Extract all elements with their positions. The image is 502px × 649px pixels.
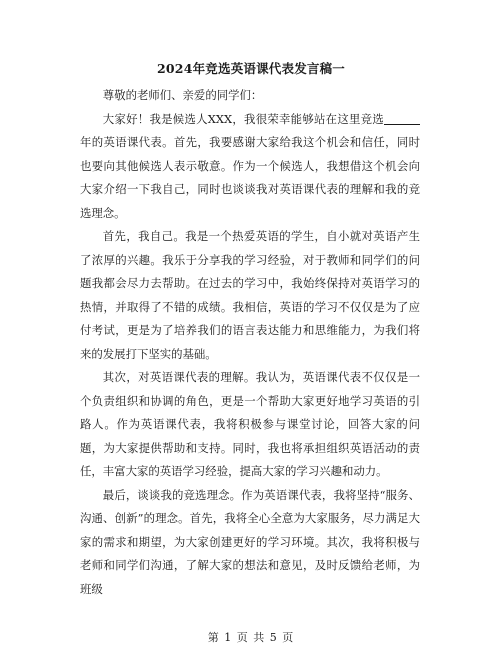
understanding-paragraph: 其次，对英语课代表的理解。我认为，英语课代表不仅仅是一个负责组织和协调的角色，更是一个帮助大家更好地学习英语的引路人。作为英语课代表，我将积极参与课堂讨论，回答大家的问题，为大家提供帮助和支持。同时，我也将承担组织英语活动的责任，丰富大家的英语学习经验，提高大家的学习兴趣和动力。 [80,370,420,478]
philosophy-paragraph: 最后，谈谈我的竞选理念。作为英语课代表，我将坚持“服务、沟通、创新”的理念。首先，我将全心全意为大家服务，尽力满足大家的需求和期望，为大家创建更好的学习环境。其次，我将积极与老师和同学们沟通，了解大家的想法和意见，及时反馈给老师，为班级 [80,487,420,596]
document-body [80,84,420,601]
intro-paragraph [80,108,420,226]
self-intro-paragraph: 首先，我自己。我是一个热爱英语的学生，自小就对英语产生了浓厚的兴趣。我乐于分享我的学习经验，对于教师和同学们的问题我都会尽力去帮助。在过去的学习中，我始终保持对英语学习的热情，并取得了不错的成绩。我相信，英语的学习不仅仅是为了应付考试，更是为了培养我们的语言表达能力和思维能力，为我们将来的发展打下坚实的基础。 [80,229,420,361]
document-title: 2024年竞选英语课代表发言稿一 [157,61,345,76]
page-number-footer: 第 1 页 共 5 页 [207,631,295,644]
intro-text-end: 年的英语课代表。首先，我要感谢大家给我这个机会和信任，同时也要向其他候选人表示敬意。作为一个候选人，我想借这个机会向大家介绍一下我自己，同时也谈谈我对英语课代表的理解和我的竞选理念。 [80,135,420,220]
intro-text-start: 大家好！我是候选人XXX，我很荣幸能够站在这里竞选 [102,111,384,126]
greeting-paragraph: 尊敬的老师们、亲爱的同学们： [102,88,263,102]
fill-in-blank [384,112,420,125]
